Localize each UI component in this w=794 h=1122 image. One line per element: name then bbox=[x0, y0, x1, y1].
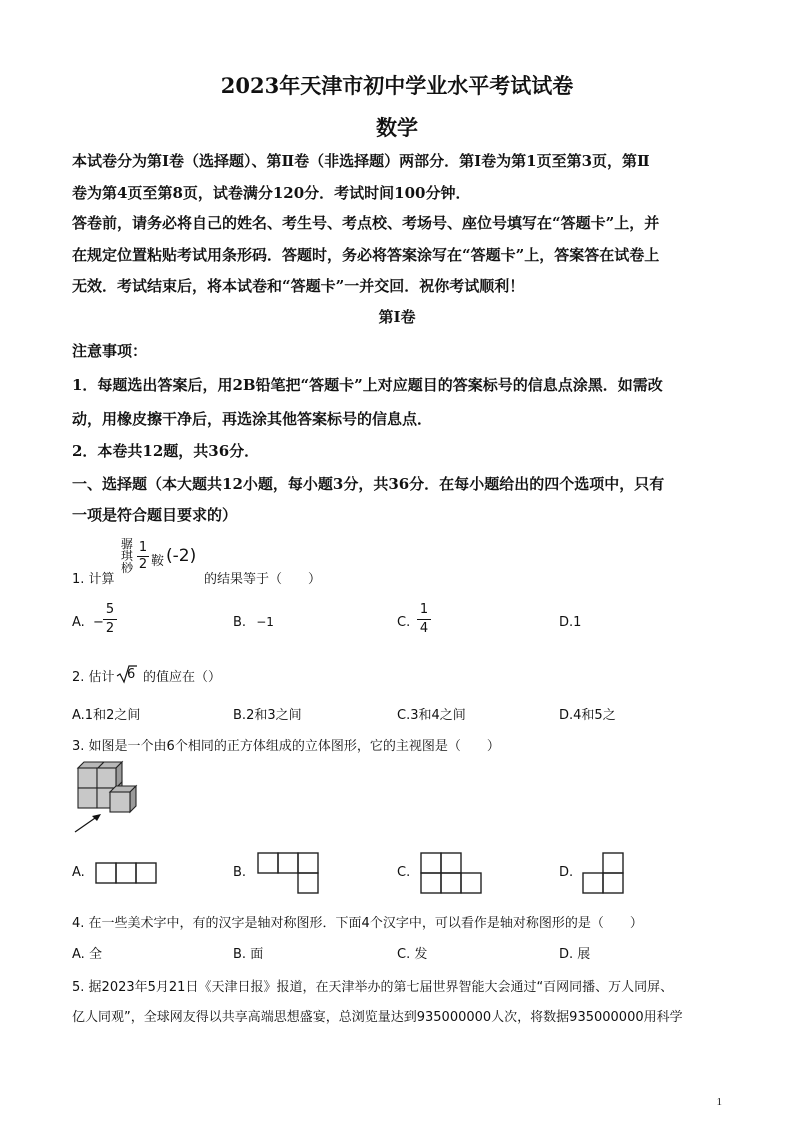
option-a: A. 全 bbox=[72, 947, 102, 962]
question-suffix: 的值应在（） bbox=[143, 670, 222, 685]
formula-operator: 鞍 bbox=[151, 554, 165, 569]
option-c-fraction: 1 4 bbox=[417, 602, 431, 636]
option-d: D.4和5之 bbox=[559, 708, 616, 723]
option-c: C.3和4之间 bbox=[397, 708, 466, 723]
question-number: 5. bbox=[72, 980, 85, 995]
option-a-figure bbox=[95, 862, 157, 884]
formula-fraction: 1 2 bbox=[138, 540, 148, 572]
option-a-label: A. bbox=[72, 865, 85, 880]
question-text: 在一些美术字中，有的汉字是轴对称图形．下面4个汉字中，可以看作是轴对称图形的是（ ） bbox=[88, 916, 643, 931]
option-a: A.1和2之间 bbox=[72, 708, 141, 723]
intro-line-3: 答卷前，请务必将自己的姓名、考生号、考点校、考场号、座位号填写在“答题卡”上，并 bbox=[72, 214, 660, 232]
option-d: D.1 bbox=[559, 615, 582, 630]
option-d-label: D. bbox=[559, 865, 574, 880]
question-prefix: 估计 bbox=[88, 670, 115, 685]
question-text-line-2: 亿人同观”，全球网友得以共享高端思想盛宴，总浏览量达到935000000人次，将数据935000000用科学 bbox=[72, 1010, 683, 1025]
intro-line-1: 本试卷分为第Ⅰ卷（选择题）、第Ⅱ卷（非选择题）两部分．第Ⅰ卷为第1页至第3页，第Ⅱ bbox=[72, 152, 650, 170]
question-text: 如图是一个由6个相同的正方体组成的立体图形，它的主视图是（ ） bbox=[88, 739, 500, 754]
option-c-figure bbox=[420, 852, 483, 894]
option-b: B. 面 bbox=[233, 947, 264, 962]
option-c: C. bbox=[397, 615, 411, 630]
option-d: D. 展 bbox=[559, 947, 591, 962]
question-prefix: 计算 bbox=[88, 572, 115, 587]
exam-title: 2023年天津市初中学业水平考试试卷 bbox=[220, 73, 574, 98]
question-number: 3. bbox=[72, 739, 85, 754]
sqrt-radicand: 6 bbox=[127, 667, 136, 682]
notes-heading: 注意事项： bbox=[72, 342, 148, 360]
option-a: A. bbox=[72, 615, 85, 630]
cube-solid-figure bbox=[70, 760, 160, 840]
intro-line-5: 无效．考试结束后，将本试卷和“答题卡”一并交回．祝你考试顺利！ bbox=[72, 277, 525, 295]
question-number: 4. bbox=[72, 916, 85, 931]
note-item-1-line-1: 1．每题选出答案后，用2B铅笔把“答题卡”上对应题目的答案标号的信息点涂黑．如需改 bbox=[72, 376, 663, 394]
option-b: B. −1 bbox=[233, 615, 274, 630]
section-heading-line-2: 一项是符合题目要求的） bbox=[72, 506, 238, 524]
question-text-line-1: 据2023年5月21日《天津日报》报道，在天津举办的第七届世界智能大会通过“百网同播、万人同屏、 bbox=[88, 980, 674, 995]
question-number: 1. bbox=[72, 572, 85, 587]
option-d-figure bbox=[582, 852, 625, 894]
option-a-sign: − bbox=[93, 615, 104, 630]
note-item-2: 2．本卷共12题，共36分． bbox=[72, 442, 260, 460]
formula-paren-expression: (-2) bbox=[166, 546, 197, 566]
question-suffix: 的结果等于（ ） bbox=[204, 572, 322, 587]
option-a-fraction: 5 2 bbox=[103, 602, 117, 636]
volume-title: 第Ⅰ卷 bbox=[378, 308, 416, 326]
intro-line-2: 卷为第4页至第8页，试卷满分120分．考试时间100分钟． bbox=[72, 184, 471, 202]
section-heading-line-1: 一、选择题（本大题共12小题，每小题3分，共36分．在每小题给出的四个选项中，只有 bbox=[72, 475, 665, 493]
option-c: C. 发 bbox=[397, 947, 428, 962]
option-b-label: B. bbox=[233, 865, 247, 880]
option-b-figure bbox=[257, 852, 320, 894]
option-b: B.2和3之间 bbox=[233, 708, 302, 723]
note-item-1-line-2: 动，用橡皮擦干净后，再选涂其他答案标号的信息点． bbox=[72, 410, 433, 428]
formula-garbled-glyphs: 骣 琪 桫 bbox=[121, 537, 134, 575]
subject-title: 数学 bbox=[376, 115, 418, 140]
question-number: 2. bbox=[72, 670, 85, 685]
option-c-label: C. bbox=[397, 865, 411, 880]
page-number: 1 bbox=[716, 1096, 722, 1108]
intro-line-4: 在规定位置粘贴考试用条形码．答题时，务必将答案涂写在“答题卡”上，答案答在试卷上 bbox=[72, 246, 660, 264]
